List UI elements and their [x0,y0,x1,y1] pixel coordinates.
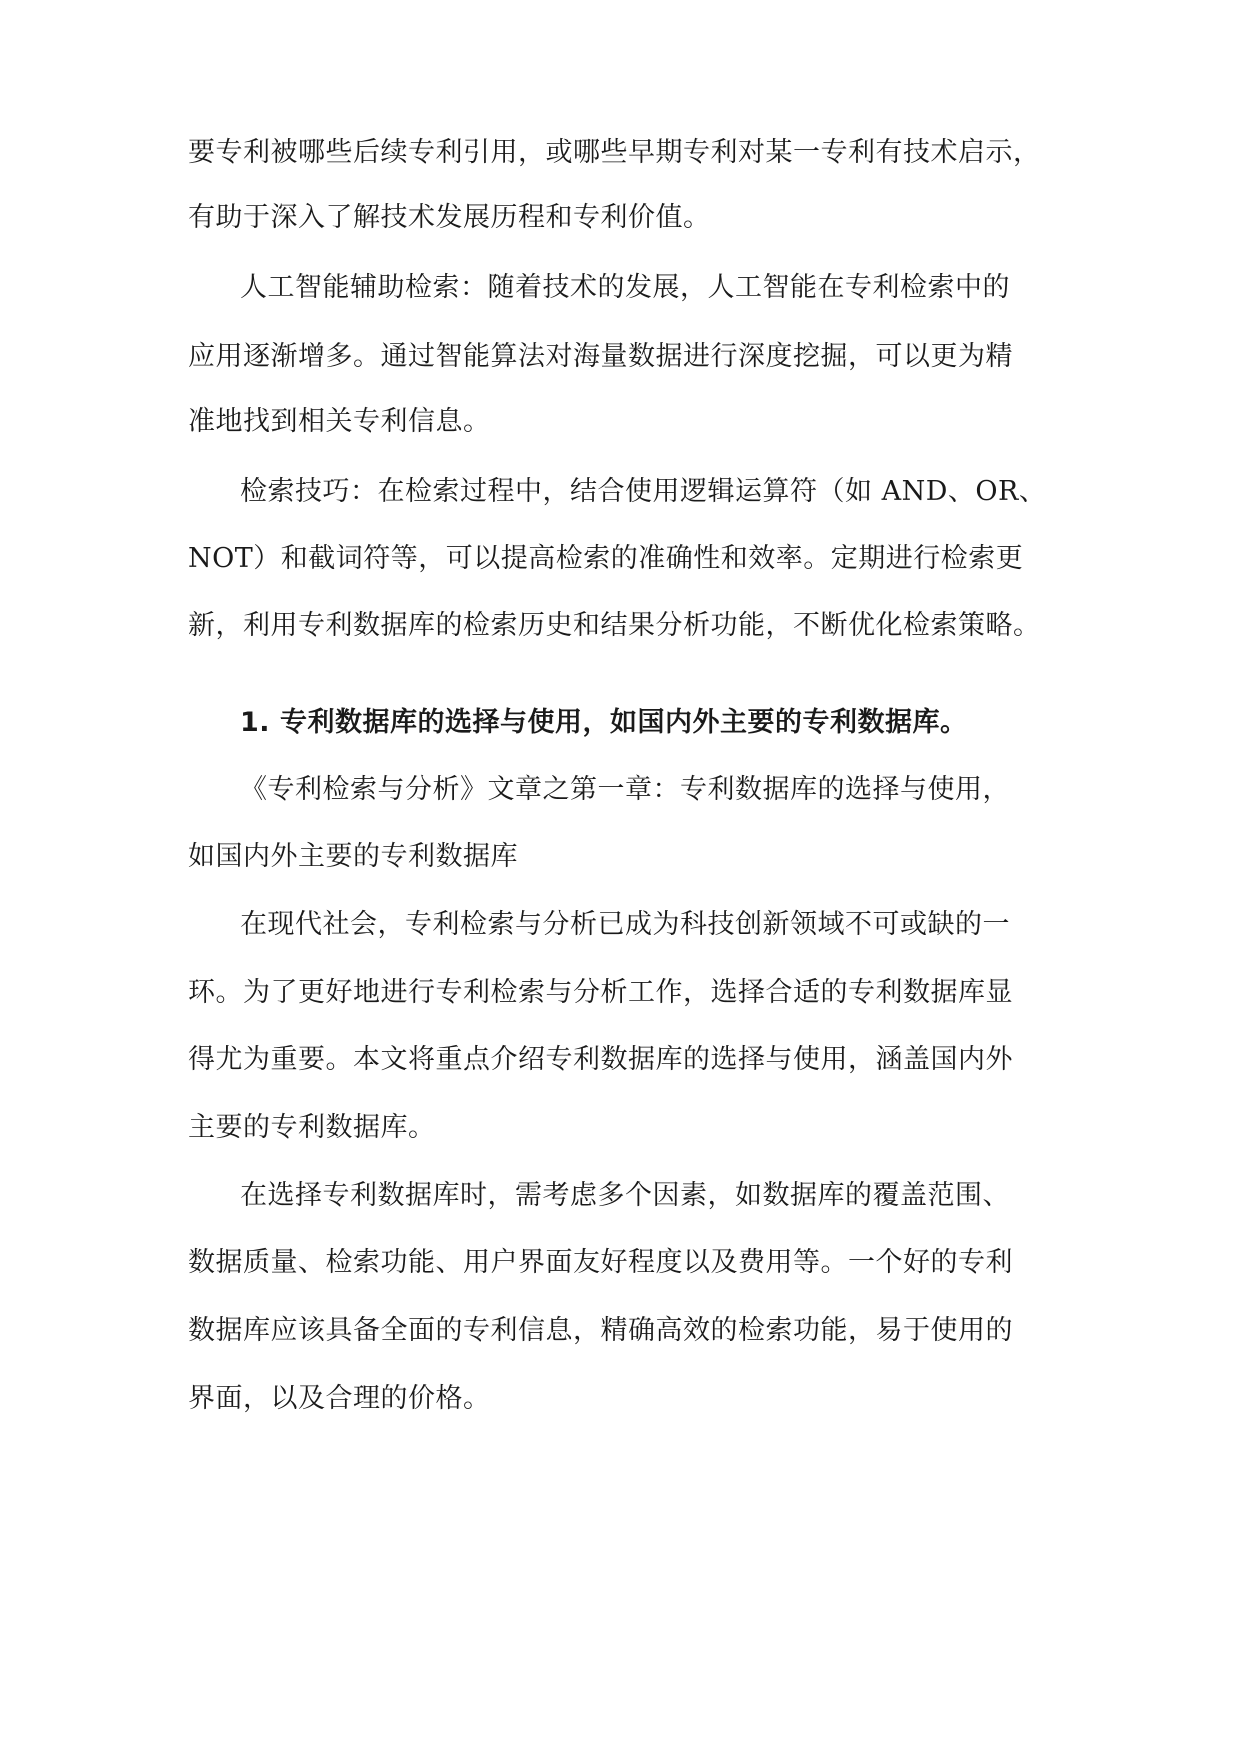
paragraph-1-line-1: 要专利被哪些后续专利引用，或哪些早期专利对某一专利有技术启示， [188,137,1041,168]
paragraph-6-line-1: 在选择专利数据库时，需考虑多个因素，如数据库的覆盖范围、 [240,1180,1010,1211]
paragraph-5-line-3: 得尤为重要。本文将重点介绍专利数据库的选择与使用，涵盖国内外 [188,1044,1013,1075]
paragraph-4-line-2: 如国内外主要的专利数据库 [188,841,518,872]
paragraph-2-line-2: 应用逐渐增多。通过智能算法对海量数据进行深度挖掘，可以更为精 [188,341,1013,372]
paragraph-6-line-4: 界面，以及合理的价格。 [188,1383,491,1414]
paragraph-3-line-3: 新，利用专利数据库的检索历史和结果分析功能，不断优化检索策略。 [188,610,1041,641]
section-heading: 1. 专利数据库的选择与使用，如国内外主要的专利数据库。 [240,707,968,738]
paragraph-4-line-1: 《专利检索与分析》文章之第一章：专利数据库的选择与使用， [240,774,1010,805]
paragraph-5-line-1: 在现代社会，专利检索与分析已成为科技创新领域不可或缺的一 [240,909,1010,940]
paragraph-2-line-1: 人工智能辅助检索：随着技术的发展，人工智能在专利检索中的 [240,272,1010,303]
paragraph-3-line-2: NOT）和截词符等，可以提高检索的准确性和效率。定期进行检索更 [188,543,1024,574]
paragraph-6-line-3: 数据库应该具备全面的专利信息，精确高效的检索功能，易于使用的 [188,1315,1013,1346]
paragraph-5-line-4: 主要的专利数据库。 [188,1112,436,1143]
paragraph-3-line-1: 检索技巧：在检索过程中，结合使用逻辑运算符（如 AND、OR、 [240,476,1047,507]
paragraph-5-line-2: 环。为了更好地进行专利检索与分析工作，选择合适的专利数据库显 [188,977,1013,1008]
paragraph-6-line-2: 数据质量、检索功能、用户界面友好程度以及费用等。一个好的专利 [188,1247,1013,1278]
paragraph-1-line-2: 有助于深入了解技术发展历程和专利价值。 [188,202,711,233]
paragraph-2-line-3: 准地找到相关专利信息。 [188,406,491,437]
